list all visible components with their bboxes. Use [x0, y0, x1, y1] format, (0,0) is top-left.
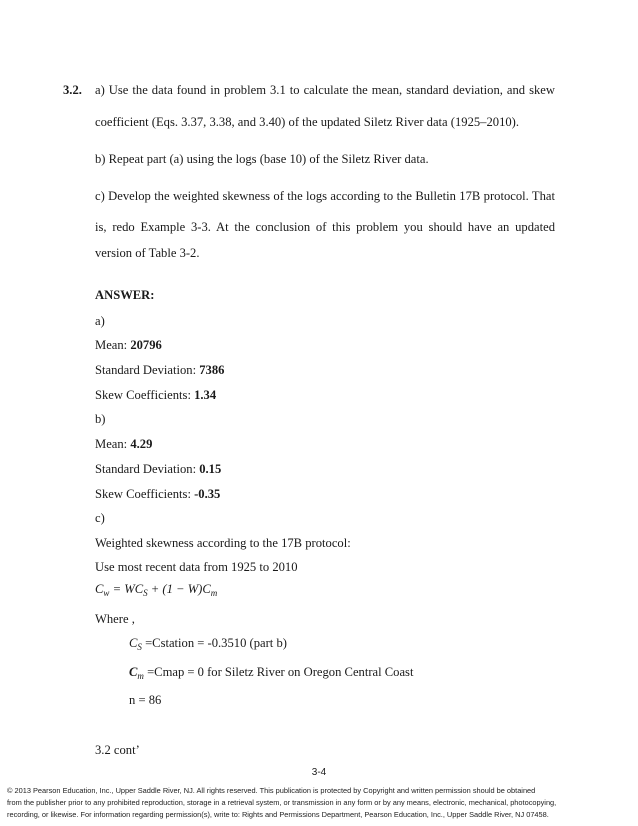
- answer-a-label: a): [95, 314, 105, 328]
- problem-part-b: b) Repeat part (a) using the logs (base 10) of the Siletz River data.: [95, 152, 429, 166]
- answer-b-label: b): [95, 412, 106, 426]
- answer-heading: ANSWER:: [95, 288, 155, 302]
- answer-c-line1: Weighted skewness according to the 17B protocol:: [95, 536, 351, 550]
- problem-part-c-line3: version of Table 3-2.: [95, 246, 200, 260]
- answer-a-skew: Skew Coefficients: 1.34: [95, 388, 217, 402]
- answer-a-sd: Standard Deviation: 7386: [95, 363, 225, 377]
- cs-definition: $C_S$ =Cstation = -0.3510 (part b): [129, 636, 287, 652]
- answer-b-mean: Mean: 4.29: [95, 437, 153, 451]
- answer-b-skew: Skew Coefficients: -0.35: [95, 487, 221, 501]
- footer-line1: © 2013 Pearson Education, Inc., Upper Saddle River, NJ. All rights reserved. This publication is protected by Copyright and written permission should be obtained: [7, 786, 536, 795]
- problem-part-c-line2: is, redo Example 3-3. At the conclusion of this problem you should have an updated: [95, 220, 555, 234]
- answer-c-where: Where ,: [95, 612, 135, 626]
- copyright-footer: [7, 785, 632, 821]
- cm-definition: $C_m$ =Cmap = 0 for Siletz River on Oregon Central Coast: [129, 665, 414, 681]
- weighted-skew-equation: $C_w = WC_S + (1 - W)C_m$: [95, 582, 218, 598]
- footer-line2: from the publisher prior to any prohibited reproduction, storage in a retrieval system, or transmission in any form or by any means, electronic, mechanical, photocopying,: [7, 798, 557, 807]
- problem-number: 3.2.: [63, 83, 82, 97]
- problem-part-a-line2: coefficient (Eqs. 3.37, 3.38, and 3.40) of the updated Siletz River data (1925–2010).: [95, 115, 519, 129]
- answer-c-label: c): [95, 511, 105, 525]
- footer-line3: recording, or likewise. For information regarding permission(s), write to: Rights and Permissions Department, Pearson Education, Inc., Upper Saddle River, NJ 07458.: [7, 810, 549, 819]
- answer-b-sd: Standard Deviation: 0.15: [95, 462, 222, 476]
- sample-size: n = 86: [129, 693, 162, 707]
- answer-c-line2: Use most recent data from 1925 to 2010: [95, 560, 298, 574]
- page-number: 3-4: [311, 767, 327, 778]
- continuation-note: 3.2 cont’: [95, 743, 140, 757]
- problem-part-a-line1: a) Use the data found in problem 3.1 to calculate the mean, standard deviation, and skew: [95, 83, 555, 97]
- answer-a-mean: Mean: 20796: [95, 338, 162, 352]
- problem-part-c-line1: c) Develop the weighted skewness of the logs according to the Bulletin 17B protocol. That: [95, 189, 555, 203]
